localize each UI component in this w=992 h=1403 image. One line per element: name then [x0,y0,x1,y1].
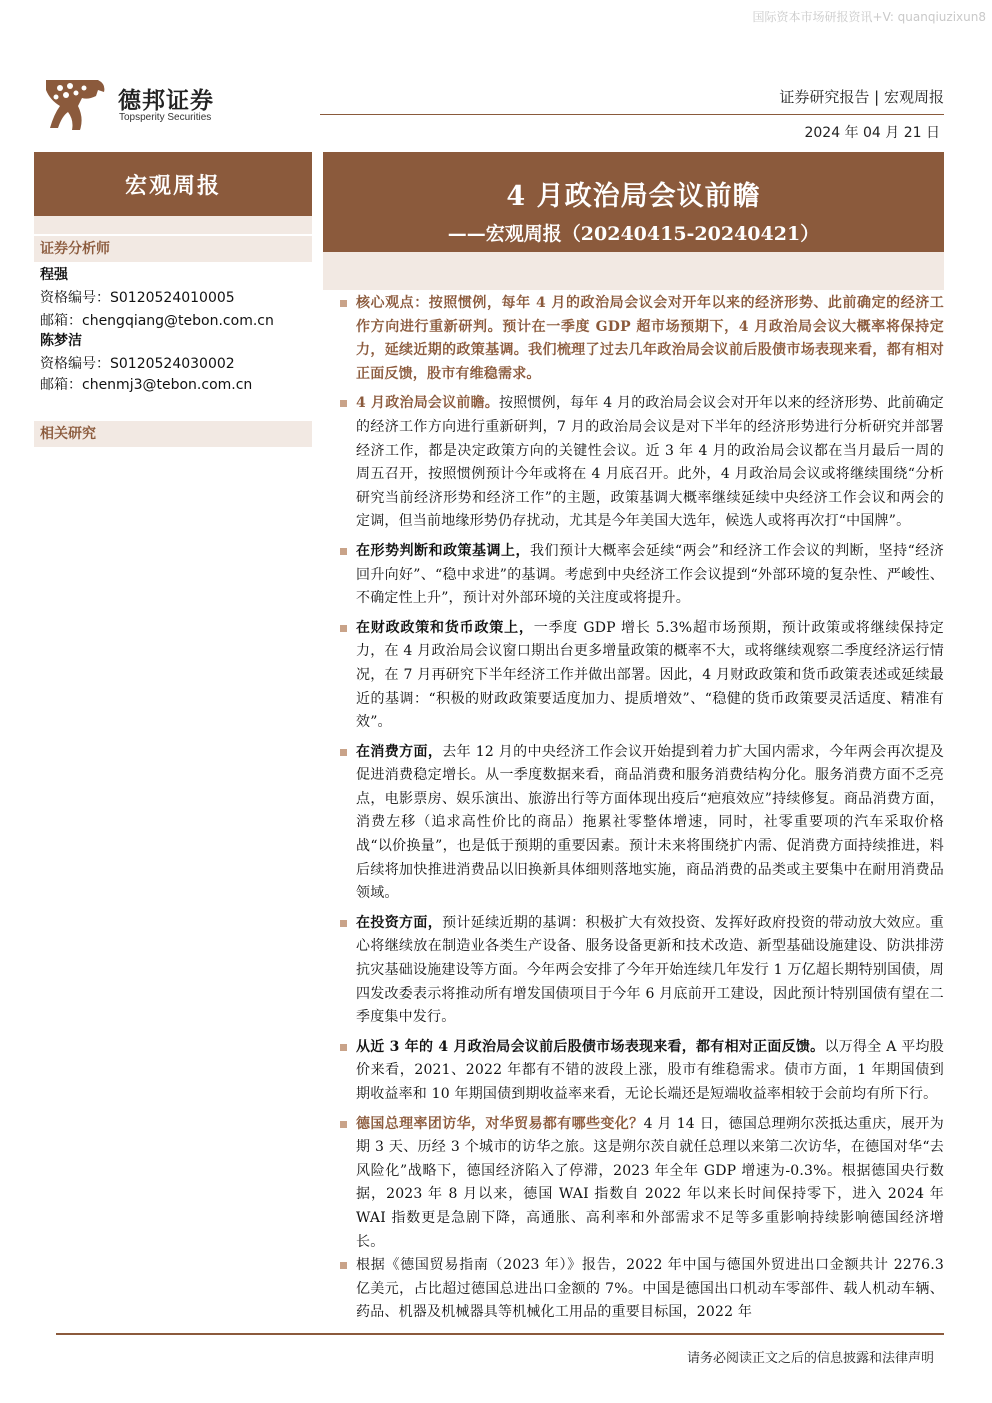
bullet-icon [340,300,347,307]
company-name-en: Topsperity Securities [119,112,212,123]
watermark-text: 国际资本市场研报资讯+V: quanqiuzixun8 [752,10,986,24]
banner-strip [34,216,312,234]
analyst-cert: 资格编号：S0120524030002 [40,356,235,372]
analyst-name: 陈梦洁 [40,333,82,349]
analyst-cert: 资格编号：S0120524010005 [40,290,235,306]
key-point-paragraph [340,292,944,386]
paragraph-text: 根据《德国贸易指南（2023 年）》报告，2022 年中国与德国外贸进出口金额共计 2276.3 亿美元，占比超过德国总进出口金额的 7%。中国是德国出口机动车零部件、载人机动车辆、药品、机器及机械器具等机械化工用品的重要目标国，2022 年 [356,1257,944,1321]
analyst-heading: 证券分析师 [34,236,312,262]
report-date: 2024 年 04 月 21 日 [804,125,940,141]
paragraph [340,392,944,534]
leopard-logo-icon [40,70,110,138]
paragraph-text: 一季度 GDP 增长 5.3%超市场预期，预计政策或将继续保持定力，在 4 月政治局会议窗口期出台更多增量政策的概率不大，或将继续观察二季度经济运行情况，在 7 月再研究下半年经济工作并做出部署。因此，4 月财政政策和货币政策表述或延续最近的基调：“积极的财政政策要适度加力、提质增效”、“稳健的货币政策要灵活适度、精准有效”。 [356,619,944,731]
report-category-banner: 宏观周报 [34,152,312,216]
bullet-icon [340,400,347,407]
paragraph [340,617,944,735]
related-research-heading: 相关研究 [34,421,312,447]
paragraph-lead: 在财政政策和货币政策上， [356,619,534,636]
paragraph-lead: 在投资方面， [356,914,443,931]
footer-divider [56,1333,944,1335]
paragraph-text: 去年 12 月的中央经济工作会议开始提到着力扩大国内需求，今年两会再次提及促进消费稳定增长。从一季度数据来看，商品消费和服务消费结构分化。服务消费方面不乏亮点，电影票房、娱乐演出、旅游出行等方面体现出疫后“疤痕效应”持续修复。商品消费方面，消费左移（追求高性价比的商品）拖累社零整体增速，同时，社零重要项的汽车采取价格战“以价换量”，也是低于预期的重要因素。预计未来将围绕扩内需、促消费方面持续推进，料后续将加快推进消费品以旧换新具体细则落地实施，商品消费的品类或主要集中在耐用消费品领域。 [356,743,944,902]
paragraph [340,1036,944,1107]
bullet-icon [340,548,347,555]
analyst-email[interactable]: 邮箱：chengqiang@tebon.com.cn [40,313,274,329]
bullet-icon [340,1262,347,1269]
paragraph-text: 按照惯例，每年 4 月的政治局会议会对开年以来的经济形势、此前确定的经济工作方向进行重新研判，7 月的政治局会议是对下半年的经济形势进行分析研究并部署经济工作，都是决定政策方向的关键性会议。近 3 年 4 月的政治局会议都在当月最后一周的周五召开，按照惯例预计今年或将在 4 月底召开。此外，4 月政治局会议或将继续围绕“分析研究当前经济形势和经济工作”的主题，政策基调大概率继续延续中央经济工作会议和两会的定调，但当前地缘形势仍存扰动，尤其是今年美国大选年，候选人或将再次打“中国牌”。 [356,395,945,530]
page-subtitle: ——宏观周报（20240415-20240421） [447,223,820,245]
title-box [323,152,944,252]
paragraph-lead: 从近 3 年的 4 月政治局会议前后股债市场表现来看，都有相对正面反馈。 [356,1038,825,1055]
paragraph [340,912,944,1030]
header-divider [320,114,944,115]
paragraph-lead: 在形势判断和政策基调上， [356,542,530,559]
paragraph-lead: 在消费方面， [356,743,443,760]
bullet-icon [340,1044,347,1051]
paragraph [340,540,944,611]
bullet-icon [340,625,347,632]
paragraph [340,741,944,906]
page-title: 4 月政治局会议前瞻 [506,181,761,212]
paragraph-lead: 4 月政治局会议前瞻。 [356,395,500,412]
paragraph-lead: 德国总理率团访华，对华贸易都有哪些变化？ [356,1115,644,1132]
analyst-email[interactable]: 邮箱：chenmj3@tebon.com.cn [40,377,253,393]
paragraph-text: 4 月 14 日，德国总理朔尔茨抵达重庆，展开为期 3 天、历经 3 个城市的访华之旅。这是朔尔茨自就任总理以来第二次访华，在德国对华“去风险化”战略下，德国经济陷入了停滞，2023 年全年 GDP 增速为-0.3%。根据德国央行数据，2023 年 8 月以来，德国 WAI 指数自 2022 年以来长时间保持零下，进入 2024 年 WAI 指数更是急剧下降，高通胀、高利率和外部需求不足等多重影响持续影响德国经济增长。 [356,1115,944,1250]
report-type: 证券研究报告 | 宏观周报 [779,88,944,106]
bullet-icon [340,749,347,756]
paragraph-text: 预计延续近期的基调：积极扩大有效投资、发挥好政府投资的带动放大效应。重心将继续放在制造业各类生产设备、服务设备更新和技术改造、新型基础设施建设、防洪排涝抗灾基础设施建设等方面。今年两会安排了今年开始连续几年发行 1 万亿超长期特别国债，周四发改委表示将推动所有增发国债项目于今年 6 月底前开工建设，因此预计特别国债有望在二季度集中发行。 [356,914,945,1026]
paragraph-text: 我们预计大概率会延续“两会”和经济工作会议的判断，坚持“经济回升向好”、“稳中求进”的基调。考虑到中央经济工作会议提到“外部环境的复杂性、严峻性、不确定性上升”，预计对外部环境的关注度或将提升。 [356,542,944,607]
analyst-name: 程强 [40,267,68,283]
paragraph-text: 核心观点：按照惯例，每年 4 月的政治局会议会对开年以来的经济形势、此前确定的经济工作方向进行重新研判。预计在一季度 GDP 超市场预期下，4 月政治局会议大概率将保持定力，延续近期的政策基调。我们梳理了过去几年政治局会议前后股债市场表现来看，都有相对正面反馈，股市有维稳需求。 [356,295,944,382]
paragraph [340,1113,944,1255]
bullet-icon [340,1121,347,1128]
bullet-icon [340,920,347,927]
footer-disclaimer: 请务必阅读正文之后的信息披露和法律声明 [686,1351,934,1366]
company-name: 德邦证券 [118,88,214,114]
paragraph-text: 以万得全 A 平均股价来看，2021、2022 年都有不错的波段上涨，股市有维稳需求。债市方面，1 年期国债到期收益率和 10 年期国债到期收益率来看，无论长端还是短端收益率相较于会前均有所下行。 [356,1038,944,1102]
title-strip [323,252,944,290]
main-content [340,292,944,1325]
paragraph [340,1254,944,1325]
